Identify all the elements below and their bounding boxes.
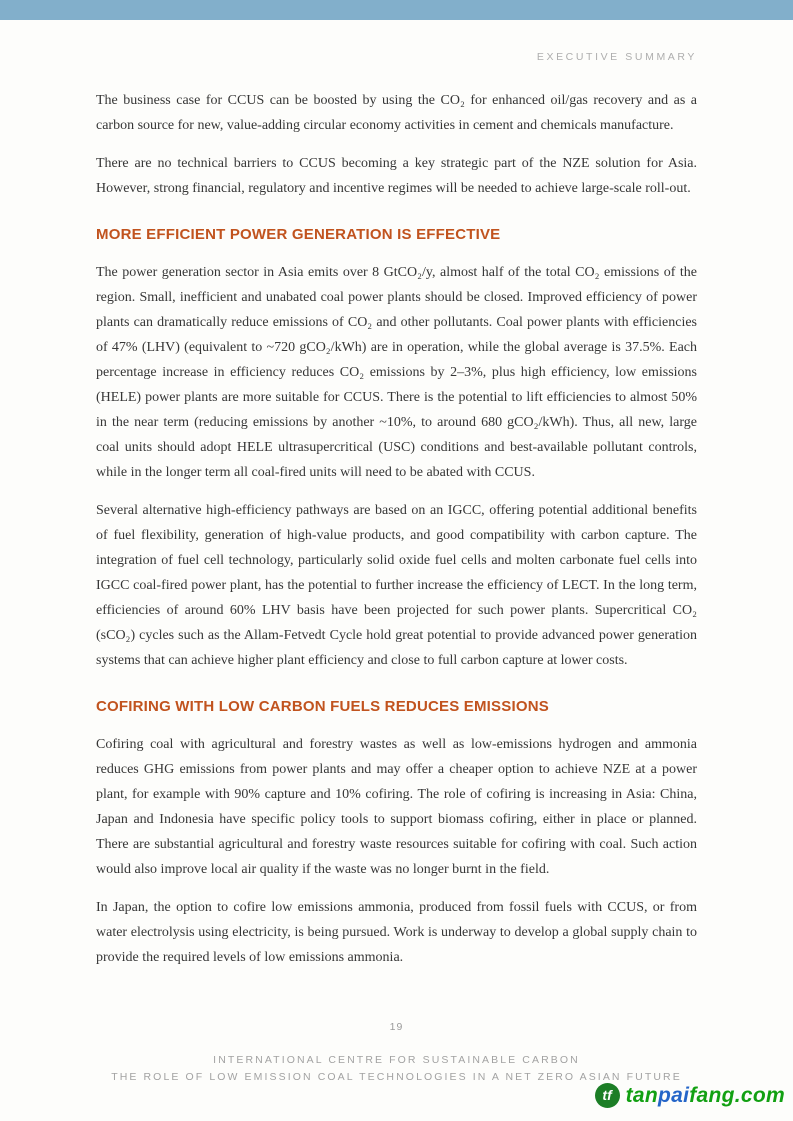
top-accent-bar [0, 0, 793, 20]
running-header: EXECUTIVE SUMMARY [536, 51, 697, 63]
page-number: 19 [389, 1021, 404, 1033]
section-heading-cofiring: COFIRING WITH LOW CARBON FUELS REDUCES EMISSIONS [96, 698, 549, 715]
paragraph-igcc-pathways: Several alternative high-efficiency pathways are based on an IGCC, offering potential additional benefits of fuel flexibility, generation of high-value products, and good compatibility with carbon capture. The integration of fuel cell technology, particularly solid oxide fuel cells and molten carbonate fuel cells into IGCC coal-fired power plant, has the potential to further increase the efficiency of LECT. In the long term, efficiencies of around 60% LHV basis have been projected for such power plants. Supercritical CO₂ (sCO₂) cycles such as the Allam-Fetvedt Cycle hold great potential to provide advanced power generation systems that can achieve higher plant efficiency and close to full carbon capture at lower costs. [96, 503, 697, 668]
paragraph-ccus-business-case: The business case for CCUS can be boosted by using the CO₂ for enhanced oil/gas recovery and as a carbon source for new, value-adding circular economy activities in cement and chemicals manufacture. [96, 93, 697, 133]
logo-text-fang-com: fang.com [689, 1083, 785, 1107]
section-heading-power-generation: MORE EFFICIENT POWER GENERATION IS EFFECTIVE [96, 226, 501, 243]
page-footer [0, 1052, 793, 1086]
page-content [96, 88, 697, 983]
paragraph-cofiring-wastes: Cofiring coal with agricultural and forestry wastes as well as low-emissions hydrogen and ammonia reduces GHG emissions from power plants and may offer a cheaper option to achieve NZE at a power plant, for example with 90% capture and 10% cofiring. The role of cofiring is increasing in Asia: China, Japan and Indonesia have specific policy tools to support biomass cofiring, either in place or planned. There are substantial agricultural and forestry waste resources suitable for cofiring with coal. Such action would also improve local air quality if the waste was no longer burnt in the field. [96, 737, 697, 877]
logo-text-pai: pai [658, 1083, 690, 1107]
paragraph-japan-ammonia: In Japan, the option to cofire low emissions ammonia, produced from fossil fuels with CCUS, or from water electrolysis using electricity, is being pursued. Work is underway to develop a global supply chain to provide the required levels of low emissions ammonia. [96, 900, 697, 965]
tanpaifang-logo[interactable] [595, 1083, 785, 1108]
tanpaifang-logo-icon: tf [595, 1083, 620, 1108]
paragraph-no-technical-barriers: There are no technical barriers to CCUS becoming a key strategic part of the NZE solution for Asia. However, strong financial, regulatory and incentive regimes will be needed to achieve large-scale roll-out. [96, 156, 697, 196]
tanpaifang-logo-text [626, 1084, 785, 1108]
paragraph-power-sector-emissions: The power generation sector in Asia emits over 8 GtCO₂/y, almost half of the total CO₂ emissions of the region. Small, inefficient and unabated coal power plants should be closed. Improved efficiency of power plants can dramatically reduce emissions of CO₂ and other pollutants. Coal power plants with efficiencies of 47% (LHV) (equivalent to ~720 gCO₂/kWh) are in operation, while the global average is 37.5%. Each percentage increase in efficiency reduces CO₂ emissions by 2–3%, plus high efficiency, low emissions (HELE) power plants are more suitable for CCUS. There is the potential to lift efficiencies to almost 50% in the near term (reducing emissions by another ~10%, to around 680 gCO₂/kWh). Thus, all new, large coal units should adopt HELE ultrasupercritical (USC) conditions and best-available pollutant controls, while in the longer term all coal-fired units will need to be abated with CCUS. [96, 265, 697, 480]
footer-organisation: INTERNATIONAL CENTRE FOR SUSTAINABLE CARBON [213, 1054, 580, 1066]
footer-report-title: THE ROLE OF LOW EMISSION COAL TECHNOLOGIES IN A NET ZERO ASIAN FUTURE [111, 1071, 682, 1083]
logo-text-tan: tan [625, 1083, 658, 1107]
